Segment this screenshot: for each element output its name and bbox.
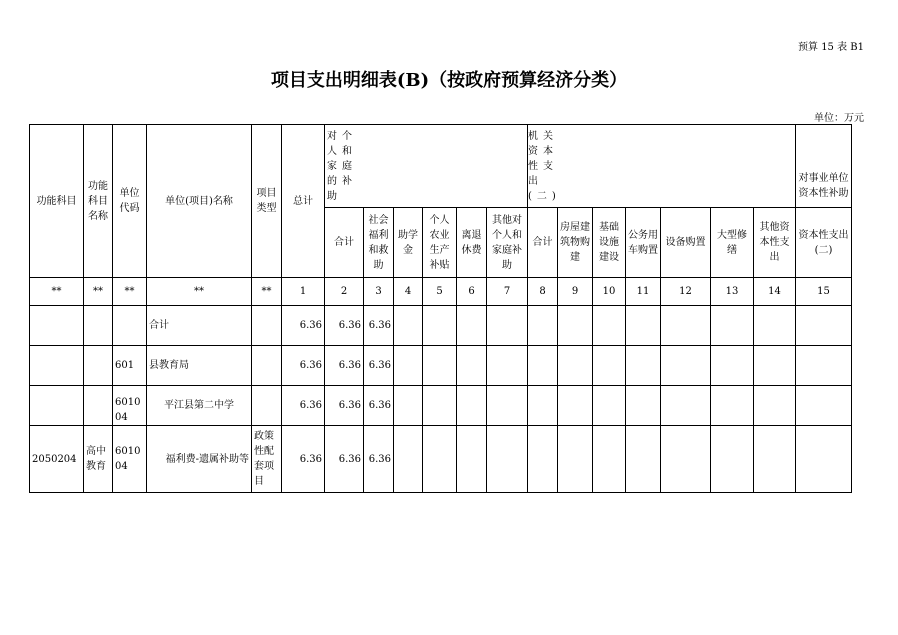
empty-cell	[796, 346, 852, 386]
header-sub-10: 公务用车购置	[626, 208, 661, 278]
cell-code: 601	[113, 346, 147, 386]
empty-cell	[626, 306, 661, 346]
cell-personal-total: 6.36	[325, 426, 364, 493]
header-sub-14: 资本性支出(二)	[796, 208, 852, 278]
index-cell: **	[113, 278, 147, 306]
header-sub-4: 个人农业生产补贴	[423, 208, 457, 278]
empty-cell	[593, 386, 626, 426]
empty-cell	[796, 426, 852, 493]
table-code: 预算 15 表 B1	[798, 42, 864, 53]
empty-cell	[754, 386, 796, 426]
cell-func	[30, 386, 84, 426]
empty-cell	[487, 306, 528, 346]
cell-welfare: 6.36	[364, 346, 394, 386]
cell-code: 601004	[113, 386, 147, 426]
empty-cell	[528, 346, 558, 386]
cell-type	[252, 386, 282, 426]
cell-type	[252, 346, 282, 386]
empty-cell	[457, 386, 487, 426]
cell-personal-total: 6.36	[325, 346, 364, 386]
cell-welfare: 6.36	[364, 426, 394, 493]
cell-func	[30, 346, 84, 386]
empty-cell	[558, 306, 593, 346]
empty-cell	[593, 346, 626, 386]
empty-cell	[558, 346, 593, 386]
empty-cell	[457, 346, 487, 386]
index-cell: **	[252, 278, 282, 306]
index-cell: 8	[528, 278, 558, 306]
cell-name: 合计	[147, 306, 252, 346]
empty-cell	[661, 386, 711, 426]
header-func-subject-name: 功能科目名称	[84, 125, 113, 278]
cell-type	[252, 306, 282, 346]
header-sub-5: 离退休费	[457, 208, 487, 278]
empty-cell	[796, 386, 852, 426]
index-cell: 13	[711, 278, 754, 306]
header-sub-3: 助学金	[394, 208, 423, 278]
empty-cell	[487, 426, 528, 493]
empty-cell	[626, 386, 661, 426]
empty-cell	[394, 386, 423, 426]
cell-code: 601004	[113, 426, 147, 493]
header-sub-2: 社会福利和救助	[364, 208, 394, 278]
cell-welfare: 6.36	[364, 306, 394, 346]
header-project-type: 项目类型	[252, 125, 282, 278]
empty-cell	[661, 306, 711, 346]
header-group-enterprise: 对事业单位资本性补助	[796, 125, 852, 208]
cell-code	[113, 306, 147, 346]
empty-cell	[711, 386, 754, 426]
empty-cell	[796, 306, 852, 346]
cell-total: 6.36	[282, 386, 325, 426]
index-cell: 14	[754, 278, 796, 306]
table-row	[30, 306, 852, 346]
unit-label: 单位：万元	[814, 113, 864, 124]
empty-cell	[394, 426, 423, 493]
empty-cell	[593, 426, 626, 493]
cell-type: 政策性配套项目	[252, 426, 282, 493]
cell-total: 6.36	[282, 346, 325, 386]
empty-cell	[487, 346, 528, 386]
header-total: 总计	[282, 125, 325, 278]
header-sub-13: 其他资本性支出	[754, 208, 796, 278]
empty-cell	[711, 306, 754, 346]
header-sub-8: 房屋建筑物购建	[558, 208, 593, 278]
index-cell: **	[147, 278, 252, 306]
index-cell: **	[84, 278, 113, 306]
header-group-personal: 对个人和家庭的补助	[325, 125, 528, 208]
index-cell: 1	[282, 278, 325, 306]
empty-cell	[394, 306, 423, 346]
header-sub-6: 其他对个人和家庭补助	[487, 208, 528, 278]
cell-name: 福利费-遗属补助等	[147, 426, 252, 493]
empty-cell	[457, 306, 487, 346]
cell-personal-total: 6.36	[325, 386, 364, 426]
cell-name: 县教育局	[147, 346, 252, 386]
empty-cell	[626, 346, 661, 386]
index-cell: 9	[558, 278, 593, 306]
index-cell: 10	[593, 278, 626, 306]
page-title: 项目支出明细表(B)（按政府预算经济分类）	[270, 70, 628, 91]
index-cell: 5	[423, 278, 457, 306]
header-sub-12: 大型修缮	[711, 208, 754, 278]
empty-cell	[711, 426, 754, 493]
index-cell: 12	[661, 278, 711, 306]
empty-cell	[558, 386, 593, 426]
empty-cell	[593, 306, 626, 346]
index-cell: **	[30, 278, 84, 306]
table-row	[30, 346, 852, 386]
header-sub-9: 基础设施建设	[593, 208, 626, 278]
cell-func	[30, 306, 84, 346]
header-unit-code: 单位代码	[113, 125, 147, 278]
cell-personal-total: 6.36	[325, 306, 364, 346]
cell-welfare: 6.36	[364, 386, 394, 426]
index-cell: 15	[796, 278, 852, 306]
header-sub-11: 设备购置	[661, 208, 711, 278]
cell-func-name: 高中教育	[84, 426, 113, 493]
empty-cell	[528, 306, 558, 346]
header-unit-name: 单位(项目)名称	[147, 125, 252, 278]
header-sub-1: 合计	[325, 208, 364, 278]
cell-total: 6.36	[282, 306, 325, 346]
table-row	[30, 426, 852, 493]
index-row	[30, 278, 852, 306]
empty-cell	[487, 386, 528, 426]
header-func-subject: 功能科目	[30, 125, 84, 278]
cell-func-name	[84, 346, 113, 386]
cell-name: 平江县第二中学	[147, 386, 252, 426]
index-cell: 4	[394, 278, 423, 306]
cell-func-name	[84, 386, 113, 426]
cell-total: 6.36	[282, 426, 325, 493]
header-sub-7: 合计	[528, 208, 558, 278]
cell-func-name	[84, 306, 113, 346]
index-cell: 11	[626, 278, 661, 306]
empty-cell	[754, 306, 796, 346]
index-cell: 7	[487, 278, 528, 306]
empty-cell	[661, 426, 711, 493]
empty-cell	[457, 426, 487, 493]
table-row	[30, 386, 852, 426]
index-cell: 6	[457, 278, 487, 306]
empty-cell	[528, 426, 558, 493]
empty-cell	[661, 346, 711, 386]
empty-cell	[528, 386, 558, 426]
header-group-capital: 机关资本性支出(二)	[528, 125, 796, 208]
empty-cell	[711, 346, 754, 386]
empty-cell	[394, 346, 423, 386]
empty-cell	[423, 426, 457, 493]
empty-cell	[754, 426, 796, 493]
empty-cell	[423, 386, 457, 426]
expenditure-table	[29, 124, 852, 493]
empty-cell	[423, 346, 457, 386]
empty-cell	[558, 426, 593, 493]
index-cell: 3	[364, 278, 394, 306]
cell-func: 2050204	[30, 426, 84, 493]
empty-cell	[423, 306, 457, 346]
empty-cell	[626, 426, 661, 493]
index-cell: 2	[325, 278, 364, 306]
empty-cell	[754, 346, 796, 386]
